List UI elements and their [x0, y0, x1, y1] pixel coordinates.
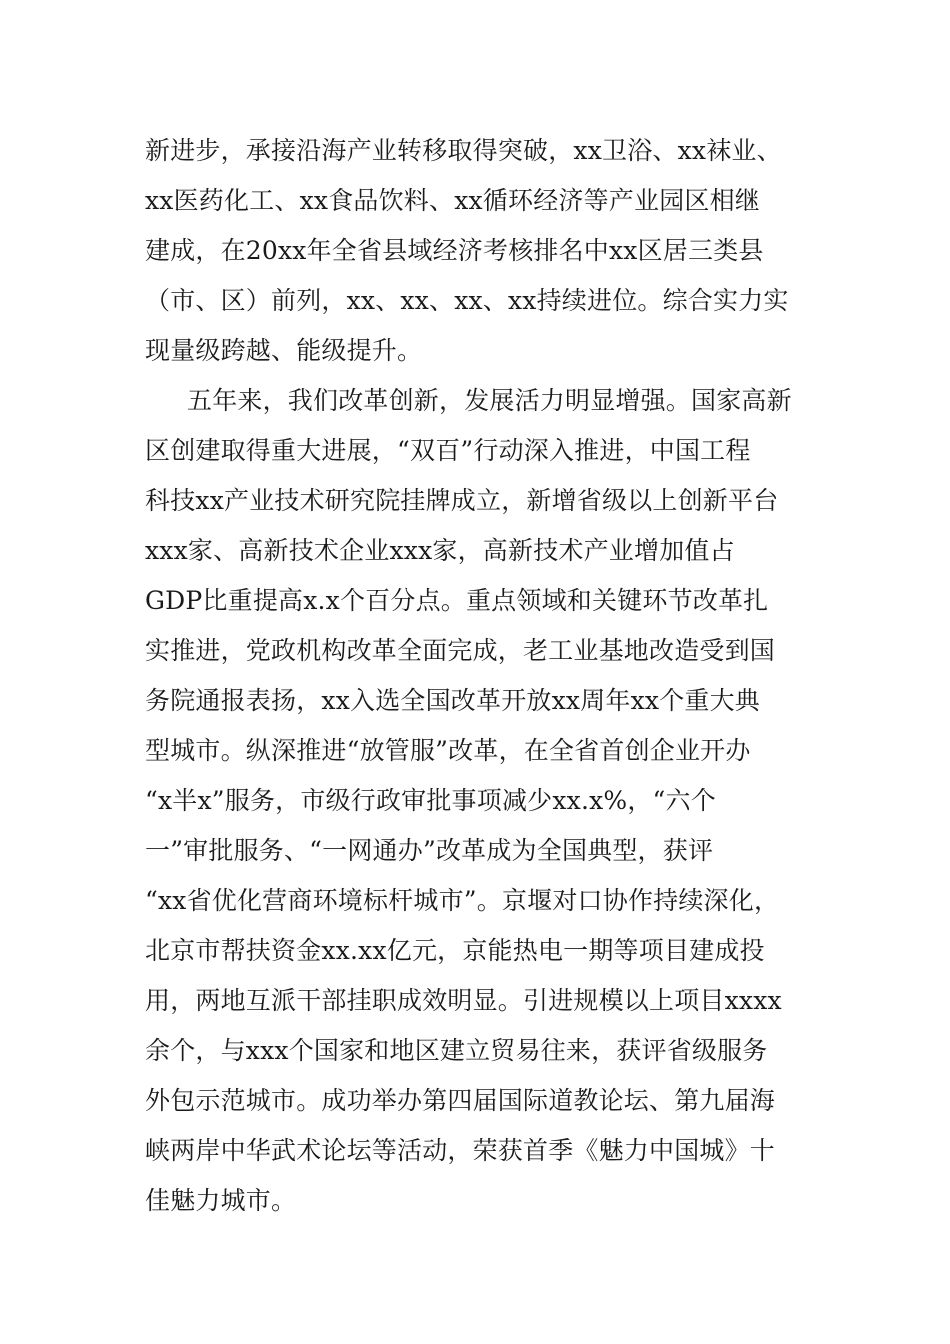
text-line: 区创建取得重大进展，“双百”行动深入推进，中国工程	[145, 436, 751, 465]
text-line: 型城市。纵深推进“放管服”改革，在全省首创企业开办	[145, 736, 751, 765]
text-line: 科技xx产业技术研究院挂牌成立，新增省级以上创新平台	[145, 486, 779, 515]
text-line: 一”审批服务、“一网通办”改革成为全国典型，获评	[145, 836, 714, 865]
text-line: 峡两岸中华武术论坛等活动，荣获首季《魅力中国城》十	[145, 1136, 776, 1165]
text-line: xx医药化工、xx食品饮料、xx循环经济等产业园区相继	[145, 186, 760, 215]
paragraph-start-line: 五年来，我们改革创新，发展活力明显增强。国家高新	[187, 386, 792, 415]
text-line: “x半x”服务，市级行政审批事项减少xx.x%，“六个	[145, 786, 716, 815]
text-line: 新进步，承接沿海产业转移取得突破，xx卫浴、xx袜业、	[145, 136, 782, 165]
text-line: 余个，与xxx个国家和地区建立贸易往来，获评省级服务	[145, 1036, 768, 1065]
body-text	[145, 126, 825, 1226]
text-line: 北京市帮扶资金xx.xx亿元，京能热电一期等项目建成投	[145, 936, 765, 965]
text-line: （市、区）前列，xx、xx、xx、xx持续进位。综合实力实	[145, 286, 789, 315]
text-line: 外包示范城市。成功举办第四届国际道教论坛、第九届海	[145, 1086, 776, 1115]
text-line: 建成，在20xx年全省县域经济考核排名中xx区居三类县	[145, 236, 764, 265]
text-line: 佳魅力城市。	[145, 1186, 297, 1215]
text-line: 实推进，党政机构改革全面完成，老工业基地改造受到国	[145, 636, 776, 665]
text-line: 现量级跨越、能级提升。	[145, 336, 423, 365]
text-line: 务院通报表扬，xx入选全国改革开放xx周年xx个重大典	[145, 686, 760, 715]
text-line: “xx省优化营商环境标杆城市”。京堰对口协作持续深化，	[145, 886, 780, 915]
text-line: GDP比重提高x.x个百分点。重点领域和关键环节改革扎	[145, 586, 769, 615]
text-line: 用，两地互派干部挂职成效明显。引进规模以上项目xxxx	[145, 986, 782, 1015]
text-line: xxx家、高新技术企业xxx家，高新技术产业增加值占	[145, 536, 735, 565]
